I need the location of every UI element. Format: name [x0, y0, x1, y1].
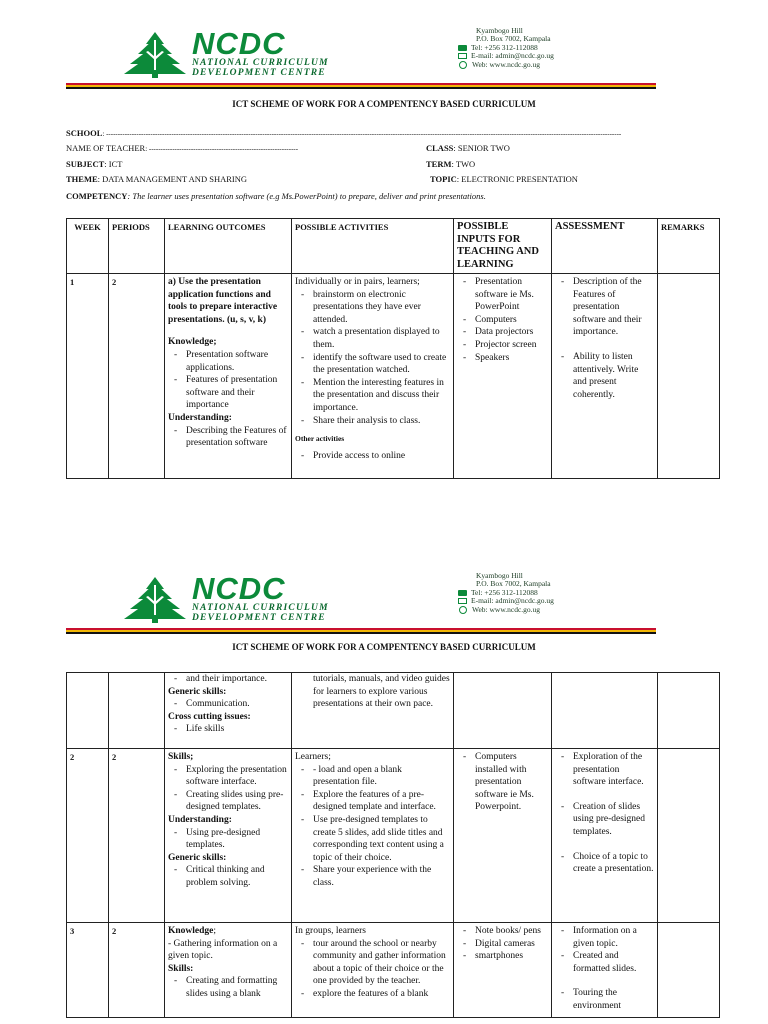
globe-icon	[459, 61, 467, 69]
letterhead	[0, 0, 768, 96]
list-item: - brainstorm on electronic presentations they have ever attended.	[295, 289, 450, 327]
list-item: - Digital cameras	[457, 938, 548, 951]
subject-label: SUBJECT	[66, 159, 105, 169]
list-item	[168, 673, 288, 686]
inputs-cell	[454, 749, 552, 923]
list-item: - - load and open a blank presentation file.	[295, 764, 450, 789]
list-item: - tour around the school or nearby community and gather information about a topic of their choice or the one provided by the teacher.	[295, 938, 450, 988]
knowledge-label: Knowledge;	[168, 337, 217, 348]
understanding-label: Understanding:	[168, 412, 232, 423]
list-item: - Note books/ pens	[457, 925, 548, 938]
assessment-list	[555, 925, 654, 1013]
list-item: - Describing the Features of presentation software	[168, 425, 288, 450]
contact-web: Web: www.ncdc.go.ug	[472, 604, 541, 614]
understanding-label: Understanding:	[168, 814, 232, 825]
activities-list	[295, 289, 450, 428]
week-cell	[67, 673, 109, 749]
phone-icon	[458, 45, 467, 51]
periods-cell	[109, 673, 165, 749]
mail-icon	[458, 53, 467, 59]
col-remarks: REMARKS	[658, 219, 720, 274]
topic-line	[430, 174, 578, 184]
activities-list	[295, 764, 450, 890]
list-item: - Computers	[457, 314, 548, 327]
inputs-list	[457, 276, 548, 364]
term-value: : TWO	[451, 159, 476, 169]
table-row	[67, 923, 720, 1018]
understanding-list	[168, 827, 288, 852]
list-item: - smartphones	[457, 950, 548, 963]
teacher-line	[66, 143, 298, 153]
subject-line	[66, 159, 122, 169]
inputs-list	[457, 925, 548, 963]
school-label: SCHOOL	[66, 128, 103, 138]
periods-cell: 2	[109, 923, 165, 1018]
logo-line-1: NATIONAL CURRICULUM	[192, 58, 329, 68]
cross-cutting-label: Cross cutting issues:	[168, 711, 251, 722]
list-item: - Information on a given topic.	[555, 925, 654, 950]
contact-tel: Tel: +256 312-112088	[471, 42, 538, 52]
activities-cell	[292, 274, 454, 479]
list-item: - Presentation software applications.	[168, 349, 288, 374]
table-header-row	[67, 219, 720, 274]
knowledge-text: - Gathering information on a given topic.	[168, 938, 278, 962]
outcomes-cell	[165, 274, 292, 479]
scheme-table-page-1	[66, 218, 720, 479]
inputs-cell	[454, 673, 552, 749]
generic-skills-list	[168, 698, 288, 711]
subject-value: : ICT	[104, 159, 123, 169]
theme-label: THEME	[66, 174, 98, 184]
mail-icon	[458, 598, 467, 604]
list-item: - watch a presentation displayed to them.	[295, 326, 450, 351]
table-row	[67, 749, 720, 923]
cross-cutting-list	[168, 723, 288, 736]
col-week: WEEK	[67, 219, 109, 274]
school-line	[66, 128, 621, 138]
topic-value: : ELECTRONIC PRESENTATION	[456, 174, 578, 184]
list-item: - Touring the environment	[555, 987, 654, 1012]
letterhead	[0, 545, 768, 641]
activities-cell	[292, 673, 454, 749]
skills-list	[168, 764, 288, 814]
table-row	[67, 274, 720, 479]
logo-name: NCDC	[192, 26, 286, 61]
list-item: - Use pre-designed templates to create 5 slides, add slide titles and corresponding text content using a topic of their choice.	[295, 814, 450, 864]
phone-icon	[458, 590, 467, 596]
list-item: - Share their analysis to class.	[295, 415, 450, 428]
list-item: - Explore the features of a pre-designed template and interface.	[295, 789, 450, 814]
logo-line-2: DEVELOPMENT CENTRE	[192, 68, 326, 78]
generic-skills-label: Generic skills:	[168, 852, 227, 863]
contact-block	[458, 572, 554, 614]
inputs-cell	[454, 274, 552, 479]
week-cell: 2	[67, 749, 109, 923]
other-activities-label: Other activities	[295, 434, 345, 444]
contact-tel: Tel: +256 312-112088	[471, 587, 538, 597]
scheme-table-page-2	[66, 672, 720, 1018]
class-line	[426, 143, 510, 153]
outcomes-cell	[165, 749, 292, 923]
assessment-cell	[552, 923, 658, 1018]
list-item: - Communication.	[168, 698, 288, 711]
flag-stripes	[66, 83, 656, 89]
list-item: - Creating slides using pre-designed templates.	[168, 789, 288, 814]
scheme-metadata	[66, 128, 706, 208]
outcome-heading: a) Use the presentation application functions and tools to prepare interactive presentations. (u, s, v, k)	[168, 277, 278, 325]
assessment-list	[555, 276, 654, 401]
list-item: - Creating and formatting slides using a blank	[168, 975, 288, 1000]
generic-skills-label: Generic skills:	[168, 686, 227, 697]
inputs-cell	[454, 923, 552, 1018]
list-item: - Life skills	[168, 723, 288, 736]
activities-intro: In groups, learners	[295, 926, 366, 936]
logo-name: NCDC	[192, 571, 286, 606]
skills-label: Skills:	[168, 963, 194, 974]
logo-line-1: NATIONAL CURRICULUM	[192, 603, 329, 613]
remarks-cell	[658, 274, 720, 479]
outcome-continued-text: and their importance.	[186, 674, 267, 684]
periods-cell: 2	[109, 274, 165, 479]
assessment-cell	[552, 673, 658, 749]
skills-list	[168, 975, 288, 1000]
remarks-cell	[658, 923, 720, 1018]
list-item: - Features of presentation software and their importance	[168, 374, 288, 412]
understanding-list	[168, 425, 288, 450]
list-item: - Provide access to online	[295, 450, 450, 463]
contact-address-1: Kyambogo Hill	[476, 571, 523, 580]
assessment-text: Ability to listen attentively. Write and present coherently.	[573, 351, 639, 400]
list-item: - Mention the interesting features in the presentation and discuss their importance.	[295, 377, 450, 415]
competency-label: COMPETENCY	[66, 191, 128, 201]
theme-value: : DATA MANAGEMENT AND SHARING	[97, 174, 247, 184]
topic-label: TOPIC	[430, 174, 457, 184]
week-cell: 1	[67, 274, 109, 479]
list-item: - Presentation software ie Ms. PowerPoint	[457, 276, 548, 314]
class-label: CLASS	[426, 143, 454, 153]
teacher-value: : ----------------------------------------------------------------	[145, 145, 299, 153]
assessment-cell	[552, 274, 658, 479]
teacher-label: NAME OF TEACHER	[66, 143, 146, 153]
list-item: - Data projectors	[457, 326, 548, 339]
term-line	[426, 159, 475, 169]
list-item: - Choice of a topic to create a presentation.	[555, 851, 654, 876]
competency-line	[66, 191, 486, 201]
col-learning-outcomes: LEARNING OUTCOMES	[165, 219, 292, 274]
theme-line	[66, 174, 247, 184]
knowledge-list	[168, 349, 288, 412]
competency-value: : The learner uses presentation software (e.g Ms.PowerPoint) to prepare, deliver and print presentations.	[127, 191, 486, 201]
activities-list	[295, 938, 450, 1001]
school-value: : -----------------------------------------------------------------------------------------------------------------------------------------------------------------------------------------------------------------------------	[102, 130, 622, 138]
ncdc-wordmark	[192, 571, 329, 623]
list-item: - Created and formatted slides.	[555, 950, 654, 975]
activities-cell	[292, 923, 454, 1018]
outcomes-cell	[165, 923, 292, 1018]
skills-label: Skills;	[168, 752, 194, 762]
flag-stripes	[66, 628, 656, 634]
list-item: - Projector screen	[457, 339, 548, 352]
col-periods: PERIODS	[109, 219, 165, 274]
activities-intro: Learners;	[295, 752, 331, 762]
contact-email: E-mail: admin@ncdc.go.ug	[471, 596, 554, 606]
document-title: ICT SCHEME OF WORK FOR A COMPENTENCY BASED CURRICULUM	[232, 99, 536, 109]
col-assessment: ASSESSMENT	[552, 219, 658, 274]
ncdc-tree-logo-icon	[124, 30, 186, 80]
knowledge-heading	[168, 925, 288, 938]
knowledge-label: Knowledge	[168, 926, 214, 936]
page-2	[0, 545, 768, 1024]
list-item: - Share your experience with the class.	[295, 864, 450, 889]
contact-address-1: Kyambogo Hill	[476, 26, 523, 35]
ncdc-tree-logo-icon	[124, 575, 186, 625]
activities-cell	[292, 749, 454, 923]
assessment-cell	[552, 749, 658, 923]
knowledge-punct: ;	[213, 926, 217, 936]
generic-skills-list	[168, 864, 288, 889]
contact-web: Web: www.ncdc.go.ug	[472, 59, 541, 69]
globe-icon	[459, 606, 467, 614]
list-item: - Critical thinking and problem solving.	[168, 864, 288, 889]
table-row	[67, 673, 720, 749]
activities-intro: Individually or in pairs, learners;	[295, 277, 420, 287]
ncdc-wordmark	[192, 26, 329, 78]
col-possible-activities: POSSIBLE ACTIVITIES	[292, 219, 454, 274]
list-item: - Description of the Features of presentation software and their importance.	[555, 276, 654, 339]
contact-address-2: P.O. Box 7002, Kampala	[476, 34, 551, 44]
remarks-cell	[658, 673, 720, 749]
inputs-list	[457, 751, 548, 814]
term-label: TERM	[426, 159, 452, 169]
list-item: - Computers installed with presentation software ie Ms. Powerpoint.	[457, 751, 548, 814]
contact-email: E-mail: admin@ncdc.go.ug	[471, 51, 554, 61]
list-item	[555, 351, 654, 401]
assessment-list	[555, 751, 654, 876]
outcomes-cell	[165, 673, 292, 749]
class-value: : SENIOR TWO	[453, 143, 510, 153]
list-item: - identify the software used to create the presentation watched.	[295, 352, 450, 377]
col-possible-inputs: POSSIBLE INPUTS FOR TEACHING AND LEARNING	[454, 219, 552, 274]
contact-address-2: P.O. Box 7002, Kampala	[476, 579, 551, 589]
document-title: ICT SCHEME OF WORK FOR A COMPENTENCY BASED CURRICULUM	[232, 642, 536, 652]
logo-line-2: DEVELOPMENT CENTRE	[192, 613, 326, 623]
list-item: - Creation of slides using pre-designed templates.	[555, 801, 654, 839]
list-item: - Exploration of the presentation software interface.	[555, 751, 654, 789]
periods-cell: 2	[109, 749, 165, 923]
remarks-cell	[658, 749, 720, 923]
contact-block	[458, 27, 554, 69]
list-item: - Speakers	[457, 352, 548, 365]
list-item: - Exploring the presentation software interface.	[168, 764, 288, 789]
list-item: - explore the features of a blank	[295, 988, 450, 1001]
outcome-continued	[168, 673, 288, 686]
week-cell: 3	[67, 923, 109, 1018]
activities-continued: tutorials, manuals, and video guides for learners to explore various presentations at their own pace.	[313, 674, 450, 710]
list-item: - Using pre-designed templates.	[168, 827, 288, 852]
other-activities-list	[295, 450, 450, 463]
